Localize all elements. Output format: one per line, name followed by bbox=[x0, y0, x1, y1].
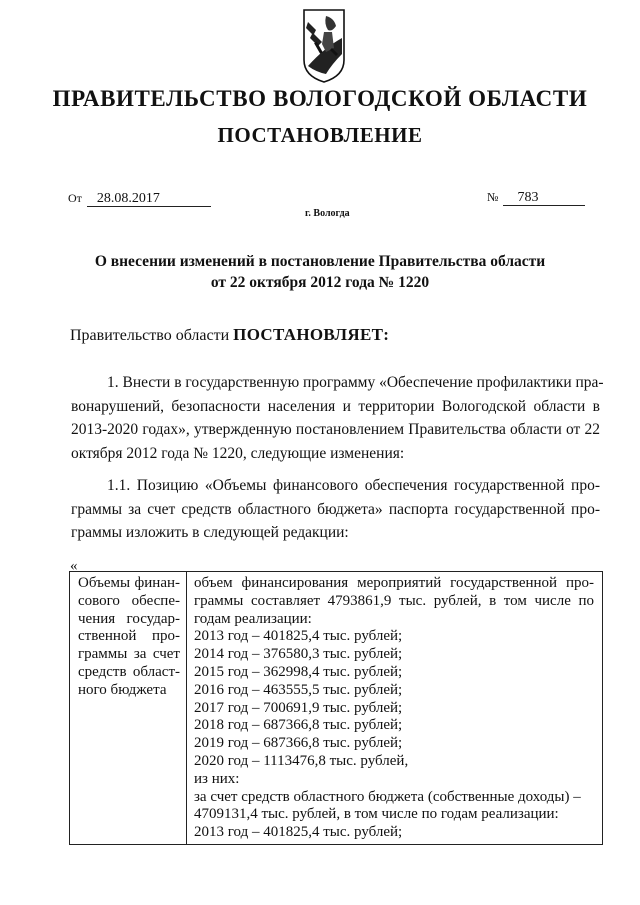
cell-line: 4709131,4 тыс. рублей, в том числе по годам реализации: bbox=[194, 806, 559, 823]
paragraph-line: 2013-2020 годах», утвержденную постановлением Правительства области от 22 bbox=[71, 421, 600, 438]
cell-line: годам реализации: bbox=[194, 610, 312, 627]
government-title: ПРАВИТЕЛЬСТВО ВОЛОГОДСКОЙ ОБЛАСТИ bbox=[52, 86, 588, 111]
cell-line: 2015 год – 362998,4 тыс. рублей; bbox=[194, 663, 403, 680]
paragraph-line: 1. Внести в государственную программу «Обеспечение профилактики пра- bbox=[107, 374, 604, 391]
paragraph-line: вонарушений, безопасности населения и территории Вологодской области в bbox=[71, 397, 600, 415]
cell-line: 2014 год – 376580,3 тыс. рублей; bbox=[194, 646, 403, 663]
vologda-coat-of-arms-icon bbox=[302, 8, 346, 84]
cell-line: 2020 год – 1113476,8 тыс. рублей, bbox=[194, 752, 409, 769]
cell-line: за счет средств областного бюджета (собственные доходы) – bbox=[194, 788, 581, 805]
cell-line: 2013 год – 401825,4 тыс. рублей; bbox=[194, 628, 403, 645]
preamble bbox=[70, 325, 389, 345]
paragraph-1 bbox=[71, 371, 604, 465]
cell-line: сового обеспе- bbox=[78, 592, 180, 609]
cell-line: граммы составляет 4793861,9 тыс. рублей, в том числе по bbox=[194, 592, 594, 609]
preamble-text: Правительство области bbox=[70, 327, 230, 344]
date-label: От bbox=[68, 191, 82, 205]
paragraph-line: граммы за счет средств областного бюджета» паспорта государственной про- bbox=[71, 500, 600, 518]
financing-table bbox=[69, 571, 603, 845]
cell-line: 2013 год – 401825,4 тыс. рублей; bbox=[194, 824, 403, 841]
document-number bbox=[487, 190, 585, 206]
date-value: 28.08.2017 bbox=[87, 191, 211, 207]
cell-line: 2018 год – 687366,8 тыс. рублей; bbox=[194, 717, 403, 734]
document-date bbox=[68, 191, 211, 207]
paragraph-1-1 bbox=[71, 474, 600, 545]
number-label: № bbox=[487, 190, 499, 204]
opening-quote: « bbox=[70, 558, 78, 574]
number-value: 783 bbox=[503, 190, 585, 206]
cell-line: 2017 год – 700691,9 тыс. рублей; bbox=[194, 699, 403, 716]
cell-line: из них: bbox=[194, 770, 240, 787]
cell-line: средств област- bbox=[78, 663, 180, 680]
cell-line: Объемы финан- bbox=[78, 575, 180, 591]
cell-line: объем финансирования мероприятий государственной про- bbox=[194, 575, 594, 591]
paragraph-line: октября 2012 года № 1220, следующие изменения: bbox=[71, 444, 405, 462]
city: г. Вологда bbox=[305, 208, 350, 219]
cell-line: 2019 год – 687366,8 тыс. рублей; bbox=[194, 735, 403, 752]
paragraph-line: граммы изложить в следующей редакции: bbox=[71, 524, 349, 541]
cell-line: граммы за счет bbox=[78, 646, 180, 663]
subject-line: от 22 октября 2012 года № 1220 bbox=[210, 274, 430, 291]
cell-line: чения государ- bbox=[78, 610, 180, 627]
position-name-cell bbox=[70, 572, 187, 845]
cell-line: 2016 год – 463555,5 тыс. рублей; bbox=[194, 681, 403, 698]
paragraph-line: 1.1. Позицию «Объемы финансового обеспечения государственной про- bbox=[107, 477, 600, 494]
table-row bbox=[70, 572, 603, 845]
cell-line: ного бюджета bbox=[78, 681, 167, 698]
subject-line: О внесении изменений в постановление Правительства области bbox=[94, 253, 546, 270]
document-type: ПОСТАНОВЛЕНИЕ bbox=[217, 123, 423, 147]
preamble-decree-word: ПОСТАНОВЛЯЕТ: bbox=[233, 325, 390, 344]
cell-line: ственной про- bbox=[78, 628, 180, 645]
financing-details-cell bbox=[187, 572, 603, 845]
document-subject bbox=[0, 251, 640, 293]
